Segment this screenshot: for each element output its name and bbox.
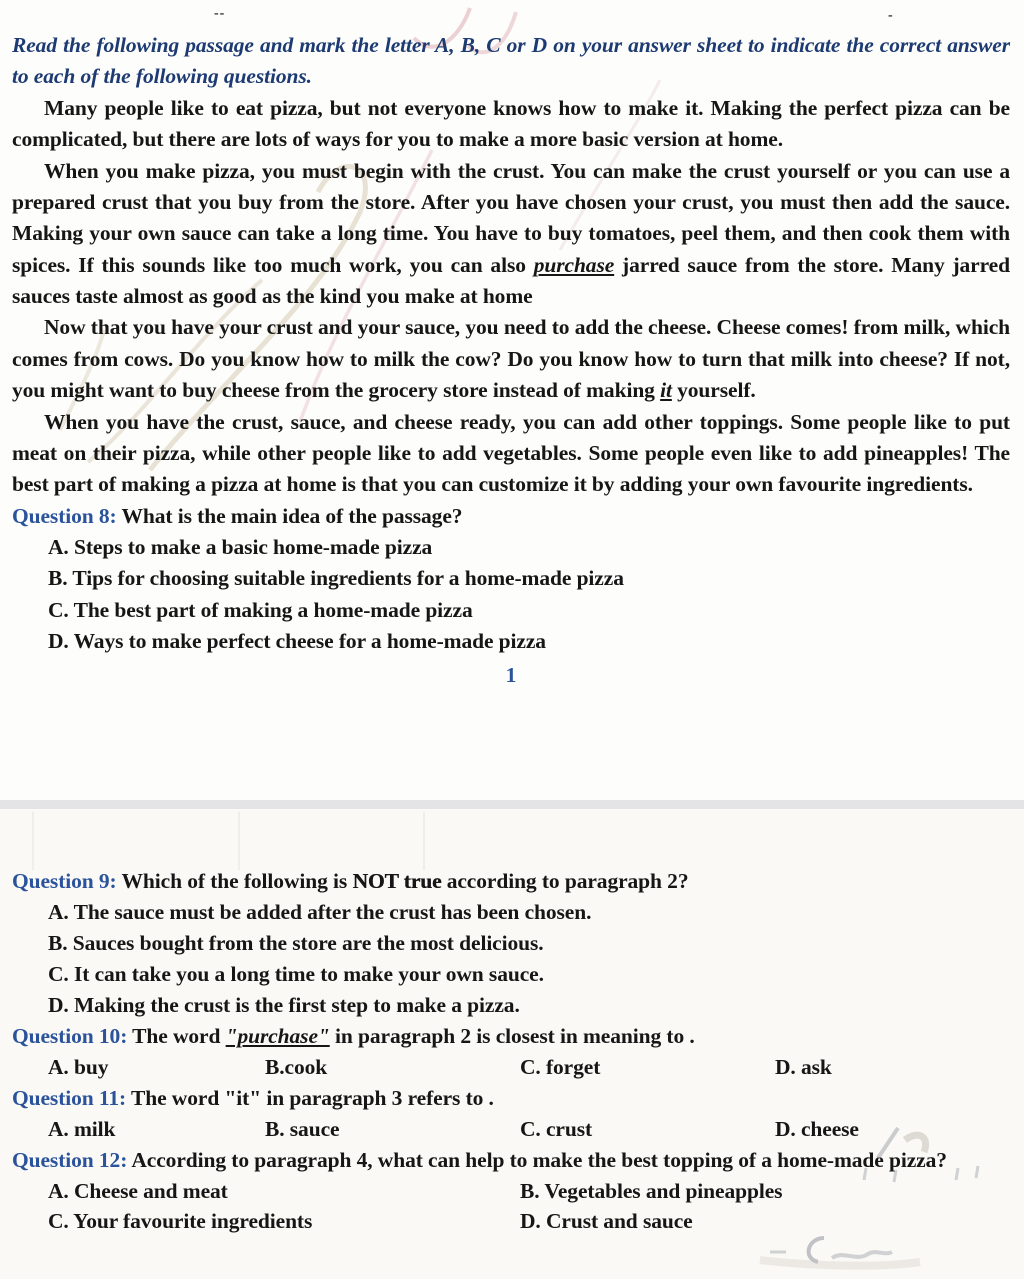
option-c: C. The best part of making a home-made pizza bbox=[48, 597, 473, 622]
page-number: 1 bbox=[505, 662, 517, 687]
passage-paragraph-3 bbox=[12, 312, 1010, 406]
question-text: What is the main idea of the passage? bbox=[116, 503, 463, 528]
question-label: Question 11: bbox=[12, 1085, 127, 1110]
question-text: The word "it" in paragraph 3 refers to . bbox=[126, 1085, 494, 1110]
question-text: in paragraph 2 is closest in meaning to . bbox=[329, 1023, 695, 1048]
question-text: Which of the following is bbox=[116, 869, 353, 893]
question-8-options bbox=[48, 532, 1010, 658]
question-8-block bbox=[12, 501, 1010, 658]
question-11-options bbox=[48, 1114, 1010, 1145]
option-d: D. cheese bbox=[775, 1116, 859, 1141]
question-12-title bbox=[12, 1145, 1010, 1176]
option-c: C. It can take you a long time to make your own sauce. bbox=[48, 961, 544, 986]
option-a: A. Cheese and meat bbox=[48, 1178, 228, 1203]
option-d: D. ask bbox=[775, 1054, 832, 1079]
option-a: A. buy bbox=[48, 1054, 109, 1079]
option-a: A. milk bbox=[48, 1116, 116, 1141]
option-c: C. Your favourite ingredients bbox=[48, 1209, 313, 1234]
scan-dash-left: -- bbox=[214, 6, 226, 21]
option-a: A. Steps to make a basic home-made pizza bbox=[48, 535, 433, 559]
option-b: B. Sauces bought from the store are the most delicious. bbox=[48, 930, 544, 955]
question-9-block bbox=[12, 866, 1010, 1021]
question-10-block bbox=[12, 1021, 1010, 1083]
question-text: The word bbox=[127, 1023, 226, 1048]
paragraph-text: Many people like to eat pizza, but not everyone knows how to make it. Making the perfect pizza can be complicated, but there are lots of ways for you to make a more basic version at home. bbox=[12, 95, 1010, 152]
paragraph-text: jarred sauce from the store. Many jarred sauces taste almost as good as the kind you make at home bbox=[12, 252, 1010, 308]
question-10-options bbox=[48, 1052, 1010, 1083]
page-break-band bbox=[0, 800, 1024, 809]
underlined-word-purchase: purchase bbox=[533, 252, 615, 277]
passage-paragraph-2 bbox=[12, 156, 1010, 313]
question-text: According to paragraph 4, what can help to make the best topping of a home-made pizza? bbox=[127, 1147, 947, 1172]
paragraph-text: yourself. bbox=[671, 378, 756, 403]
question-text: according to paragraph 2? bbox=[441, 869, 689, 893]
option-b: B. sauce bbox=[265, 1116, 340, 1141]
option-d: D. Crust and sauce bbox=[520, 1209, 693, 1234]
option-d: D. Making the crust is the first step to make a pizza. bbox=[48, 992, 520, 1017]
passage-paragraph-4 bbox=[12, 407, 1010, 501]
option-b: B.cook bbox=[265, 1054, 328, 1079]
question-11-title bbox=[12, 1083, 1010, 1114]
option-c: C. crust bbox=[520, 1116, 593, 1141]
passage-paragraph-1 bbox=[12, 93, 1010, 156]
underlined-word-it: it bbox=[660, 378, 672, 403]
page-2-content bbox=[0, 860, 1024, 1237]
option-c: C. forget bbox=[520, 1054, 601, 1079]
option-d: D. Ways to make perfect cheese for a home-made pizza bbox=[48, 629, 546, 654]
question-label: Question 8: bbox=[12, 503, 117, 528]
question-label: Question 10: bbox=[12, 1023, 128, 1048]
option-b: B. Vegetables and pineapples bbox=[520, 1178, 783, 1203]
question-8-title bbox=[12, 501, 1010, 532]
question-11-block bbox=[12, 1083, 1010, 1145]
question-9-options bbox=[48, 897, 1010, 1021]
question-12-block bbox=[12, 1145, 1010, 1238]
paragraph-text: Now that you have your crust and your sauce, you need to add the cheese. Cheese comes! from milk, which comes from cows. Do you know how to milk the cow? Do you know how to turn that milk into cheese? If not, you might want to buy cheese from the grocery store instead of making bbox=[12, 315, 1010, 403]
paragraph-text: When you make pizza, you must begin with the crust. You can make the crust yourself or you can use a prepared crust that you buy from the store. After you have chosen your crust, you must then add the sauce. Making your own sauce can take a long time. You have to buy tomatoes, peel them, and then cook them with spices. If this sounds like too much work, you can also bbox=[12, 158, 1010, 277]
question-9-title bbox=[12, 866, 1010, 897]
question-label: Question 12: bbox=[12, 1147, 128, 1172]
question-text-underlined: "purchase" bbox=[225, 1023, 330, 1048]
question-label: Question 9: bbox=[12, 869, 117, 893]
instructions-text: Read the following passage and mark the letter A, B, C or D on your answer sheet to indicate the correct answer to each of the following questions. bbox=[12, 33, 1010, 89]
question-10-title bbox=[12, 1021, 1010, 1052]
scan-dash-right: - bbox=[888, 8, 894, 23]
paragraph-text: When you have the crust, sauce, and cheese ready, you can add other toppings. Some people like to put meat on their pizza, while other people like to add vegetables. Some people even like to add pineapples! The best part of making a pizza at home is that you can customize it by adding your own favourite ingredients. bbox=[12, 409, 1010, 497]
option-a: A. The sauce must be added after the crust has been chosen. bbox=[48, 899, 592, 924]
question-12-options bbox=[48, 1176, 1010, 1238]
option-b: B. Tips for choosing suitable ingredients for a home-made pizza bbox=[48, 566, 624, 591]
question-text-bold: NOT true bbox=[352, 869, 442, 893]
